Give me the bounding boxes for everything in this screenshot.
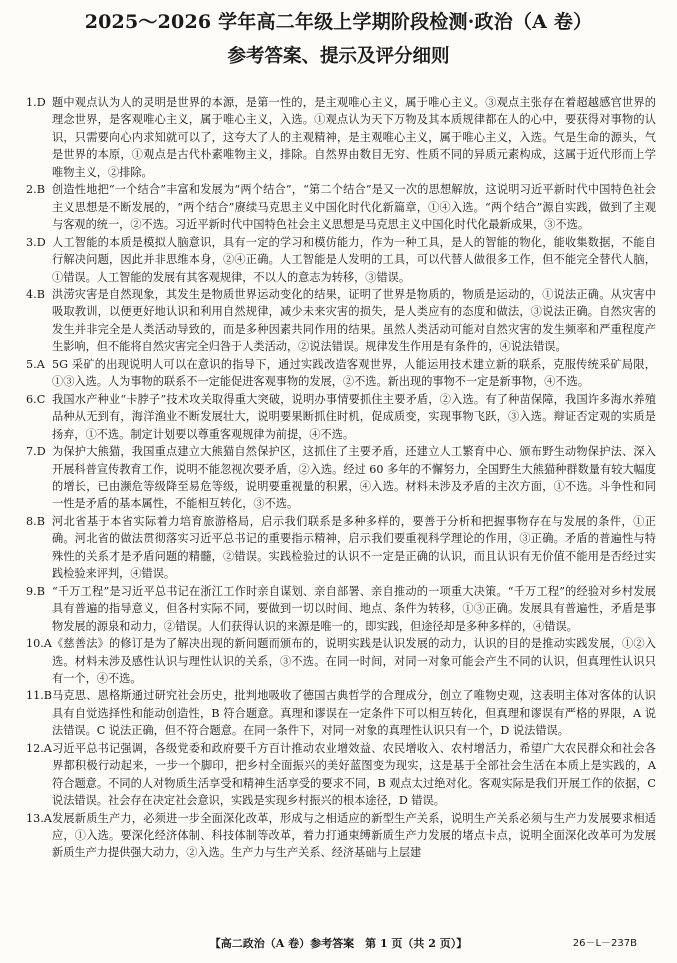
- answer-explanation: 《慈善法》的修订是为了解决出现的新问题而颁布的，说明实践是认识发展的动力，认识的目的是推动实践发展，①②入选。材料未涉及感性认识与理性认识的关系，③不选。在同一时间，对同一对象可能会产生不同的认识，但真理性认识只有一个，④不选。: [52, 637, 656, 685]
- answer-explanation: 我国水产种业“卡脖子”技术攻关取得重大突破，说明办事情要抓住主要矛盾，②入选。有了种苗保障，我国许多海水养殖品种从无到有，海洋渔业不断发展壮大，说明要果断抓住时机，促成质变，实现事物飞跃，③入选。辩证否定观的实质是扬弃，①不选。制定计划要以尊重客观规律为前提，④不选。: [52, 392, 656, 441]
- answer-choice: B: [43, 689, 53, 703]
- answer-explanation: 习近平总书记强调，各级党委和政府要千方百计推动农业增效益、农民增收入、农村增活力，希望广大农民群众和社会各界都积极行动起来，一步一个脚印，把乡村全面振兴的美好蓝图变为现实，这是基于全部社会生活在本质上是实践的，A 符合题意。不同的人对物质生活享受和精神生活享受的要求不同，B 观点太过绝对化。客观实际是我们开展工作的依据，C 说法错误。社会存在决定社会意识，实践是实现乡村振兴的根本途径，D 错误。: [52, 741, 656, 808]
- page-subtitle: 参考答案、提示及评分细则: [227, 46, 450, 67]
- answer-choice: B: [36, 514, 45, 528]
- answer-choice: A: [43, 637, 52, 651]
- answer-item: [26, 810, 656, 862]
- answer-choice: B: [36, 183, 45, 197]
- answer-choice: D: [36, 96, 46, 109]
- answer-lead: [26, 356, 45, 373]
- question-number: 6.: [26, 392, 37, 406]
- answer-item: [26, 181, 656, 233]
- answer-explanation: “千万工程”是习近平总书记在浙江工作时亲自谋划、亲自部署、亲自推动的一项重大决策。“千万工程”的经验对乡村发展具有普遍的指导意义，但各村实际不同，要做到一切以时间、地点、条件为转移，①③正确。发展具有普遍性，矛盾是事物发展的源泉和动力，②错误。人们获得认识的来源是唯一的，即实践，但途径却是多种多样的，④错误。: [52, 584, 656, 633]
- question-number: 1.: [26, 96, 37, 109]
- answer-lead: [26, 583, 45, 600]
- answer-lead: [26, 810, 52, 827]
- answer-explanation: 洪涝灾害是自然现象，其发生是物质世界运动变化的结果，证明了世界是物质的，物质是运动的，①说法正确。从灾害中吸取教训，以便更好地认识和利用自然规律，减少未来灾害的损失，是人类应有的态度和做法，③说法正确。自然灾害的发生并非完全是人类活动导致的，而是多种因素共同作用的结果。虽然人类活动可能对自然灾害的发生频率和严重程度产生影响，但不能将自然灾害完全归咎于人类活动，②说法错误。规律发生作用是有条件的，④说法错误。: [52, 287, 656, 354]
- answer-lead: [26, 181, 45, 198]
- answer-choice: B: [36, 584, 45, 598]
- question-number: 4.: [26, 287, 37, 301]
- question-number: 13.: [26, 811, 44, 825]
- answer-choice: C: [36, 392, 46, 406]
- answer-lead: [26, 286, 45, 303]
- answer-item: [26, 513, 656, 583]
- answer-explanation: 为保护大熊猫，我国重点建立大熊猫自然保护区，这抓住了主要矛盾，还建立人工繁育中心、颁布野生动物保护法、深入开展科普宣传教育工作，说明不能忽视次要矛盾，②入选。经过 60 多年的不懈努力，全国野生大熊猫种群数量有较大幅度的增长，已由濒危等级降至易危等级，说明要重视量的积累，④入选。材料未涉及矛盾的主次方面，①不选。斗争性和同一性是矛盾的基本属性，不能相互转化，③不选。: [52, 445, 656, 511]
- answer-explanation: 马克思、恩格斯通过研究社会历史，批判地吸收了德国古典哲学的合理成分，创立了唯物史观，这表明主体对客体的认识具有自觉选择性和能动创造性，B 符合题意。真理和谬误在一定条件下可以相互转化，但真理和谬误有严格的界限，A 说法错误。C 说法正确，但不符合题意。在同一条件下，对同一对象的真理性认识只有一个，D 说法错误。: [52, 689, 656, 738]
- answer-choice: D: [36, 445, 46, 459]
- answer-item: [26, 740, 656, 810]
- answer-choice: A: [36, 357, 45, 371]
- page-title: 2025～2026 学年高二年级上学期阶段检测·政治（A 卷）: [84, 11, 593, 33]
- answer-lead: [26, 635, 52, 652]
- answer-item: [26, 94, 656, 181]
- answer-item: [26, 635, 656, 687]
- answer-item: [26, 234, 656, 286]
- answer-item: [26, 391, 656, 443]
- question-number: 2.: [26, 183, 37, 197]
- answer-lead: [26, 234, 46, 251]
- question-number: 8.: [26, 514, 37, 528]
- question-number: 7.: [26, 445, 37, 459]
- answer-lead: [26, 94, 46, 111]
- answer-choice: B: [36, 287, 45, 301]
- question-number: 5.: [26, 357, 37, 371]
- question-number: 10.: [26, 637, 44, 651]
- answer-item: [26, 286, 656, 356]
- footer-exam-code: 26－L－237B: [572, 938, 637, 949]
- answer-explanation: 5G 采矿的出现说明人可以在意识的指导下，通过实践改造客观世界，人能运用技术建立新的联系，克服传统采矿局限，①③入选。人为事物的联系不一定能促进客观事物的发展，②不选。新出现的事物不一定是新事物，④不选。: [52, 357, 656, 389]
- answer-explanation: 人工智能的本质是模拟人脑意识，具有一定的学习和模仿能力，作为一种工具，是人的智能的物化，能收集数据，不能自行解决问题，因此并非思维本身，②④正确。人工智能是人发明的工具，可以代替人做很多工作，但不能完全替代人脑，①错误。人工智能的发展有其客观规律，不以人的意志为转移，③错误。: [52, 235, 656, 284]
- footer-page-label: 【高二政治（A 卷）参考答案 第 1 页（共 2 页）】: [209, 937, 468, 950]
- answer-list: [26, 94, 656, 862]
- answer-lead: [26, 391, 45, 408]
- answer-lead: [26, 687, 52, 704]
- question-number: 12.: [26, 741, 44, 755]
- answer-choice: A: [43, 811, 52, 825]
- page-footer: [0, 935, 677, 953]
- answer-lead: [26, 740, 52, 757]
- answer-choice: D: [36, 235, 46, 249]
- answer-lead: [26, 513, 45, 530]
- answer-lead: [26, 443, 46, 460]
- answer-explanation: 发展新质生产力，必须进一步全面深化改革，形成与之相适应的新型生产关系，说明生产关系必须与生产力发展要求相适应，①入选。要深化经济体制、科技体制等改革，着力打通束缚新质生产力发展的堵点卡点，说明全面深化改革可为发展新质生产力提供强大动力，②入选。生产力与生产关系、经济基础与上层建: [52, 811, 656, 860]
- answer-choice: A: [43, 741, 52, 755]
- answer-item: [26, 443, 656, 513]
- question-number: 3.: [26, 235, 37, 249]
- answer-explanation: 题中观点认为人的灵明是世界的本源，是第一性的，是主观唯心主义，属于唯心主义。③观点主张存在着超越感官世界的理念世界，是客观唯心主义，属于唯心主义，入选。①观点认为天下万物及其本质规律都在人的心中，要获得对事物的认识，只需要向心内求知就可以了，这夸大了人的主观精神，是主观唯心主义，属于唯心主义，入选。气是生命的源头，气是世界的本原，①观点是古代朴素唯物主义，排除。自然界由数目无穷、性质不同的异质元素构成，这属于近代形而上学唯物主义，②排除。: [52, 96, 656, 179]
- answer-item: [26, 583, 656, 635]
- answer-item: [26, 356, 656, 391]
- answer-explanation: 河北省基于本省实际着力培育旅游格局，启示我们联系是多种多样的，要善于分析和把握事物存在与发展的条件，①正确。河北省的做法贯彻落实习近平总书记的重要指示精神，启示我们要重视科学理论的作用，③正确。矛盾的普遍性与特殊性的关系才是矛盾问题的精髓，②错误。实践检验过的认识不一定是正确的认识，而且认识有无价值不能用是否经过实践检验来评判，④错误。: [52, 514, 656, 581]
- answer-explanation: 创造性地把“一个结合”丰富和发展为“两个结合”，“第二个结合”是又一次的思想解放，这说明习近平新时代中国特色社会主义思想是不断发展的，“两个结合”赓续马克思主义中国化时代化新篇章，①④入选。“两个结合”源自实践，做到了主观与客观的统一，②不选。习近平新时代中国特色社会主义思想是马克思主义中国化时代化最新成果，③不选。: [52, 183, 656, 232]
- question-number: 9.: [26, 584, 37, 598]
- answer-item: [26, 687, 656, 739]
- question-number: 11.: [26, 689, 44, 703]
